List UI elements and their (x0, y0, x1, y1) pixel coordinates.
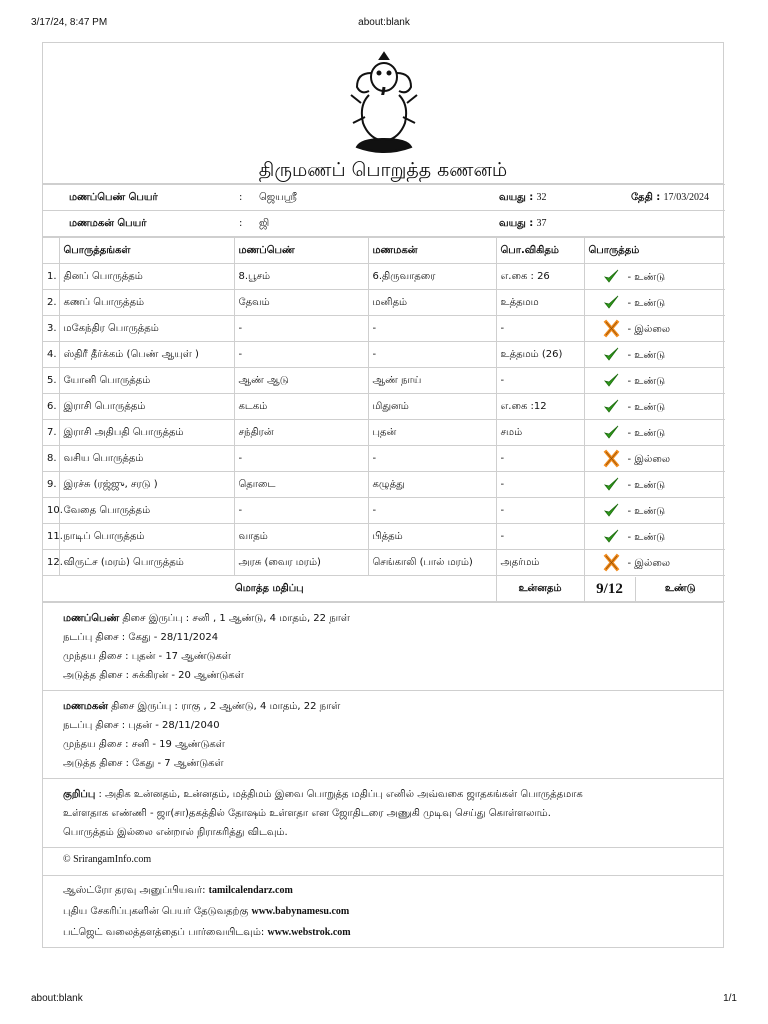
row-porutham-name: வேதை பொருத்தம் (59, 498, 234, 524)
row-result (584, 368, 725, 394)
check-icon (603, 298, 620, 309)
row-bride-value: - (234, 498, 368, 524)
row-porutham-name: நாடிப் பொருத்தம் (59, 524, 234, 550)
row-ratio: - (496, 472, 584, 498)
row-porutham-name: தினப் பொருத்தம் (59, 264, 234, 290)
cross-icon (603, 324, 620, 335)
check-icon (603, 376, 620, 387)
row-number: 3. (43, 316, 59, 342)
bride-dasa-who: மணப்பெண் (63, 613, 120, 624)
row-result (584, 472, 725, 498)
row-bride-value: தேவம் (234, 290, 368, 316)
note-block (43, 778, 723, 847)
table-row (43, 420, 725, 446)
cross-icon (603, 558, 620, 569)
check-icon (603, 350, 620, 361)
groom-name-label: மணமகன் பெயர் (65, 211, 235, 237)
link-label-3: பட்ஜெட் வலைத்தளத்தைப் பார்வையிடவும்: (63, 927, 268, 938)
note-line2: உள்ளதாக எண்ணி - ஜா(சா)தகத்தில் தோஷம் உள்ளதா என ஜோதிடரை அணுகி முடிவு செய்து கொள்ளலாம். (63, 808, 551, 819)
row-porutham-name: இராசி அதிபதி பொருத்தம் (59, 420, 234, 446)
row-ratio: அதர்மம் (496, 550, 584, 576)
row-ratio: - (496, 316, 584, 342)
row-result-text: - உண்டு (627, 401, 666, 413)
table-row (43, 472, 725, 498)
colon: : (235, 185, 255, 211)
row-result-text: - இல்லை (627, 557, 671, 569)
ganesha-icon (343, 47, 425, 155)
row-ratio: - (496, 524, 584, 550)
link-label-2: புதிய சேகரிப்புகளின் பெயர் தேடுவதற்கு (63, 906, 252, 917)
table-row (43, 342, 725, 368)
row-bride-value: சந்திரன் (234, 420, 368, 446)
print-page-number: 1/1 (723, 993, 737, 1004)
row-number: 7. (43, 420, 59, 446)
table-header (43, 238, 725, 264)
bride-name-label: மணப்பெண் பெயர் (65, 185, 235, 211)
check-icon (603, 506, 620, 517)
cross-icon (603, 454, 620, 465)
row-ratio: உத்தமம் (26) (496, 342, 584, 368)
total-score: 9/12 (585, 577, 636, 601)
check-icon (603, 272, 620, 283)
groom-dasa-line3: முந்தய திசை : சனி - 19 ஆண்டுகள் (63, 739, 225, 750)
row-porutham-name: இரச்சு (ரஜ்ஜு, சரடு ) (59, 472, 234, 498)
row-number: 8. (43, 446, 59, 472)
row-groom-value: - (368, 316, 496, 342)
row-bride-value: ஆண் ஆடு (234, 368, 368, 394)
row-porutham-name: கணப் பொருத்தம் (59, 290, 234, 316)
row-result (584, 446, 725, 472)
note-line1: : அதிக உன்னதம், உன்னதம், மத்திமம் இவை பொறுத்த மதிப்பு எனில் அவ்வகை ஜாதகங்கள் பொருத்தமாக (95, 789, 583, 800)
row-bride-value: - (234, 446, 368, 472)
row-groom-value: - (368, 498, 496, 524)
row-result-text: - உண்டு (627, 479, 666, 491)
row-result-text: - உண்டு (627, 375, 666, 387)
row-result-text: - உண்டு (627, 531, 666, 543)
bride-age: 32 (536, 191, 547, 203)
bride-age-label: வயது : (499, 191, 534, 203)
row-bride-value: 8.பூசம் (234, 264, 368, 290)
row-result-text: - உண்டு (627, 349, 666, 361)
row-groom-value: மனிதம் (368, 290, 496, 316)
row-ratio: சமம் (496, 420, 584, 446)
horoscope-sheet (42, 42, 724, 948)
row-number: 5. (43, 368, 59, 394)
row-groom-value: பித்தம் (368, 524, 496, 550)
bride-dasa-line2: நடப்பு திசை : கேது - 28/11/2024 (63, 632, 219, 643)
row-number: 11. (43, 524, 59, 550)
row-number: 10. (43, 498, 59, 524)
print-url: about:blank (358, 17, 410, 28)
groom-dasa-line1: திசை இருப்பு : ராகு , 2 ஆண்டு, 4 மாதம், 22 நாள் (111, 701, 341, 712)
row-bride-value: - (234, 342, 368, 368)
row-groom-value: புதன் (368, 420, 496, 446)
groom-name: ஜி (255, 211, 495, 237)
total-verdict: உண்டு (664, 582, 696, 594)
row-result (584, 394, 725, 420)
row-groom-value: - (368, 342, 496, 368)
header-ratio: பொ.விகிதம் (496, 238, 584, 264)
check-icon (603, 402, 620, 413)
row-ratio: எ.கை :12 (496, 394, 584, 420)
row-groom-value: 6.திருவாதரை (368, 264, 496, 290)
check-icon (603, 532, 620, 543)
row-bride-value: அரசு (வைர மரம்) (234, 550, 368, 576)
row-ratio: எ.கை : 26 (496, 264, 584, 290)
row-number: 6. (43, 394, 59, 420)
row-result (584, 498, 725, 524)
groom-dasa-line2: நடப்பு திசை : புதன் - 28/11/2040 (63, 720, 220, 731)
row-porutham-name: யோனி பொருத்தம் (59, 368, 234, 394)
row-result-text: - உண்டு (627, 427, 666, 439)
row-result-text: - உண்டு (627, 271, 666, 283)
row-result (584, 290, 725, 316)
table-row (43, 264, 725, 290)
row-result (584, 264, 725, 290)
total-label: மொத்த மதிப்பு (43, 576, 496, 602)
note-label: குறிப்பு (63, 789, 96, 800)
bride-info-row (43, 185, 725, 211)
groom-dasa-block (43, 690, 723, 778)
row-porutham-name: விருட்ச (மரம்) பொருத்தம் (59, 550, 234, 576)
print-datetime: 3/17/24, 8:47 PM (31, 17, 108, 28)
table-row (43, 446, 725, 472)
print-footer-url: about:blank (31, 993, 83, 1004)
check-icon (603, 428, 620, 439)
page-title: திருமணப் பொறுத்த கணனம் (258, 159, 508, 181)
row-number: 12. (43, 550, 59, 576)
row-porutham-name: வசிய பொருத்தம் (59, 446, 234, 472)
porutham-table (43, 237, 725, 602)
header-bride: மணப்பெண் (234, 238, 368, 264)
row-result (584, 316, 725, 342)
row-result (584, 524, 725, 550)
row-result (584, 342, 725, 368)
groom-dasa-who: மணமகன் (63, 701, 108, 712)
row-ratio: - (496, 368, 584, 394)
row-porutham-name: மகேந்திர பொருத்தம் (59, 316, 234, 342)
link-label-1: ஆஸ்ட்ரோ தரவு அனுப்பியவர்: (63, 885, 209, 896)
bride-dasa-line4: அடுத்த திசை : சுக்கிரன் - 20 ஆண்டுகள் (63, 670, 244, 681)
total-row (43, 576, 725, 602)
date-label: தேதி : (630, 191, 661, 203)
bride-name: ஜெயஸ்ரீ (255, 185, 495, 211)
table-row (43, 316, 725, 342)
table-row (43, 550, 725, 576)
table-row (43, 524, 725, 550)
links-block (43, 875, 723, 947)
link-webstrok[interactable]: www.webstrok.com (267, 927, 351, 938)
row-result-text: - உண்டு (627, 297, 666, 309)
row-groom-value: கழுத்து (368, 472, 496, 498)
row-ratio: உத்தமம (496, 290, 584, 316)
row-groom-value: மிதுனம் (368, 394, 496, 420)
row-porutham-name: இராசி பொருத்தம் (59, 394, 234, 420)
row-result (584, 420, 725, 446)
bride-dasa-line3: முந்தய திசை : புதன் - 17 ஆண்டுகள் (63, 651, 231, 662)
table-row (43, 498, 725, 524)
names-table (43, 184, 725, 237)
groom-age: 37 (536, 217, 547, 229)
row-result-text: - உண்டு (627, 505, 666, 517)
header-porutham: பொருத்தங்கள் (59, 238, 234, 264)
groom-info-row (43, 211, 725, 237)
row-bride-value: கடகம் (234, 394, 368, 420)
row-groom-value: - (368, 446, 496, 472)
groom-age-label: வயது : (499, 217, 534, 229)
row-bride-value: - (234, 316, 368, 342)
groom-dasa-line4: அடுத்த திசை : கேது - 7 ஆண்டுகள் (63, 758, 224, 769)
row-result-text: - இல்லை (627, 453, 671, 465)
row-porutham-name: ஸ்திரீ தீர்க்கம் (பெண் ஆயுள் ) (59, 342, 234, 368)
row-ratio: - (496, 446, 584, 472)
note-line3: பொருத்தம் இல்லை என்றால் நிராகரித்து விடவும். (63, 827, 288, 838)
bride-dasa-line1: திசை இருப்பு : சனி , 1 ஆண்டு, 4 மாதம், 22 நாள் (122, 613, 350, 624)
row-result-text: - இல்லை (627, 323, 671, 335)
bride-dasa-block (43, 602, 723, 690)
row-number: 2. (43, 290, 59, 316)
table-row (43, 290, 725, 316)
table-row (43, 394, 725, 420)
copyright: © SrirangamInfo.com (43, 847, 723, 875)
table-row (43, 368, 725, 394)
total-grade: உன்னதம் (496, 576, 584, 602)
row-number: 9. (43, 472, 59, 498)
row-number: 4. (43, 342, 59, 368)
row-ratio: - (496, 498, 584, 524)
header-groom: மணமகன் (368, 238, 496, 264)
link-astro-source[interactable]: tamilcalendarz.com (208, 885, 293, 896)
date-value: 17/03/2024 (663, 191, 709, 203)
header-result: பொருத்தம் (584, 238, 725, 264)
row-result (584, 550, 725, 576)
colon: : (235, 211, 255, 237)
row-groom-value: செங்காலி (பால் மரம்) (368, 550, 496, 576)
link-babynames[interactable]: www.babynamesu.com (251, 906, 350, 917)
header-area (43, 43, 723, 184)
row-bride-value: தொடை (234, 472, 368, 498)
row-number: 1. (43, 264, 59, 290)
row-bride-value: வாதம் (234, 524, 368, 550)
row-groom-value: ஆண் நாய் (368, 368, 496, 394)
check-icon (603, 480, 620, 491)
